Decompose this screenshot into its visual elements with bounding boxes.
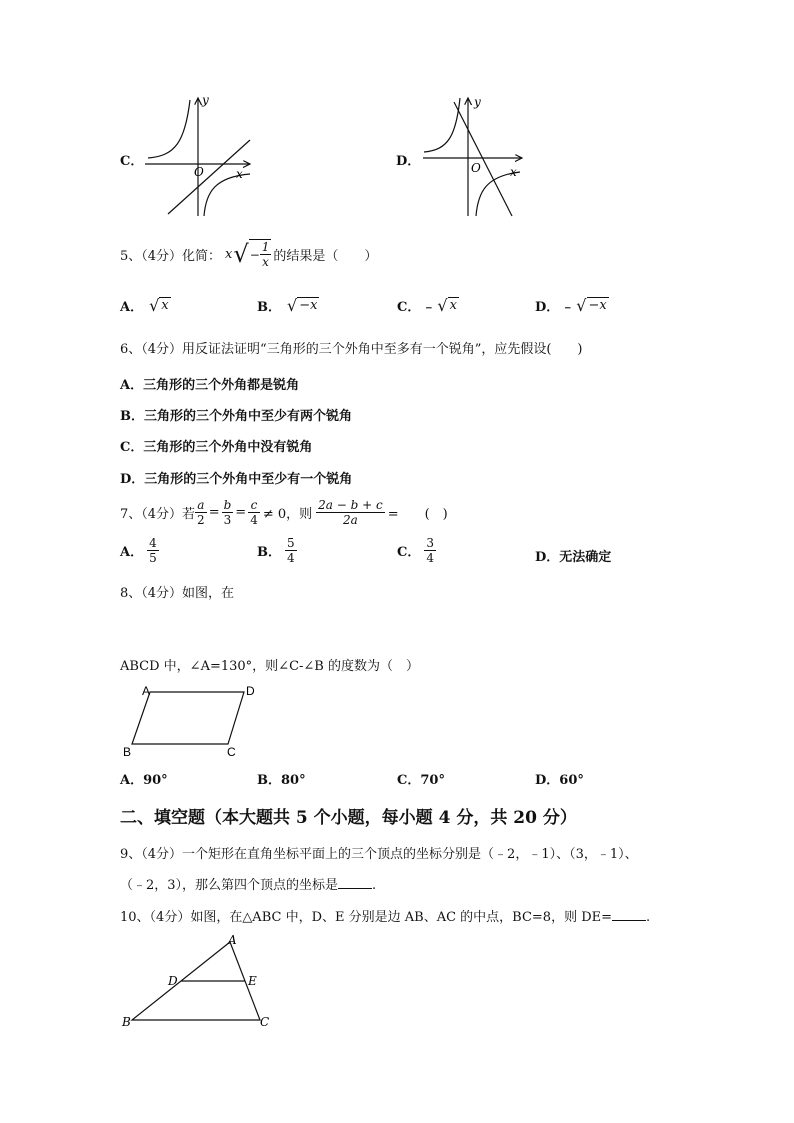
q4-option-c-label: C． <box>120 154 144 169</box>
y-axis-label: y <box>474 95 481 109</box>
q8-parallelogram-figure <box>118 682 268 762</box>
radical-sign-icon: √ <box>149 295 160 315</box>
q8-stem-line1: 8、（4分）如图，在 <box>120 586 235 601</box>
q5-option-b: B． √ −x <box>257 295 318 315</box>
q7-fraction-a: $\frac{a}{2}$ <box>197 497 205 527</box>
origin-label: O <box>471 161 481 175</box>
vertex-label-a: A <box>142 684 151 698</box>
radical-sign-icon: √ <box>287 295 298 315</box>
q6-option-b: B．三角形的三个外角中至少有两个锐角 <box>120 409 352 424</box>
q6-option-a: A．三角形的三个外角都是锐角 <box>120 378 300 393</box>
hyperbola-branch-left <box>424 98 460 152</box>
vertex-label-a: A <box>228 933 237 947</box>
q6-option-c: C．三角形的三个外角中没有锐角 <box>120 440 313 455</box>
vertex-label-c: C <box>260 1015 270 1029</box>
q8-stem-line2: ABCD 中，∠A=130°，则∠C-∠B 的度数为（ ） <box>120 659 419 674</box>
x-axis-label: x <box>236 167 243 181</box>
q5-suffix: 的结果是（ ） <box>273 248 378 264</box>
q8-option-c: C．70° <box>397 773 445 788</box>
q7-stem: 7、（4分）若 $\frac{a}{2}$ = $\frac{b}{3}$ = $\frac{c}{4}$ ≠ 0，则 $\frac{2a - b + c}{2a}$ = ( ) <box>120 497 448 527</box>
point-label-d: D <box>168 974 178 988</box>
q7-fraction-c: $\frac{c}{4}$ <box>250 497 258 527</box>
hyperbola-branch-right <box>204 174 250 216</box>
q5-prefix: 5、（4分）化简： <box>120 248 222 264</box>
q7-option-c: C． $\frac{3}{4}$ <box>397 536 434 565</box>
q7-fraction-expression: $\frac{2a - b + c}{2a}$ <box>318 497 383 527</box>
q8-option-b: B．80° <box>257 773 306 788</box>
q4-graph-d <box>418 92 538 222</box>
radical-sign-icon: √ <box>576 295 587 315</box>
hyperbola-branch-left <box>148 100 190 158</box>
parallelogram-abcd <box>132 692 244 744</box>
q4-graph-c <box>140 92 260 222</box>
q7-option-d: D．无法确定 <box>535 550 612 565</box>
q6-option-d: D．三角形的三个外角中至少有一个锐角 <box>120 472 353 487</box>
x-axis-label: x <box>510 165 517 179</box>
q8-option-a: A．90° <box>120 773 168 788</box>
answer-blank <box>612 909 646 921</box>
radical-sign-icon: √ <box>233 240 249 268</box>
q9-line2: （﹣2，3），那么第四个顶点的坐标是 . <box>120 878 377 893</box>
q5-option-c: C． ﹣ √ x <box>397 295 457 315</box>
q7-option-b: B． $\frac{5}{4}$ <box>257 536 295 565</box>
q8-option-d: D．60° <box>535 773 584 788</box>
vertex-label-c: C <box>227 745 236 759</box>
y-axis-label: y <box>202 93 209 107</box>
point-label-e: E <box>248 974 257 988</box>
answer-blank <box>338 877 372 889</box>
q7-option-a: A． $\frac{4}{5}$ <box>120 536 157 565</box>
vertex-label-d: D <box>246 684 255 698</box>
q5-radicand: − $\frac{1}{x}$ <box>249 240 270 269</box>
q4-option-d-label: D． <box>396 154 421 169</box>
origin-label: O <box>194 165 204 179</box>
q9-line1: 9、（4分）一个矩形在直角坐标平面上的三个顶点的坐标分别是（﹣2，﹣1）、（3，﹣1）、 <box>120 847 638 862</box>
q5-fraction: $\frac{1}{x}$ <box>261 240 270 269</box>
vertex-label-b: B <box>123 745 132 759</box>
q5-stem <box>120 236 377 272</box>
vertex-label-b: B <box>122 1015 131 1029</box>
radical-sign-icon: √ <box>437 295 448 315</box>
q10-stem: 10、（4分）如图，在△ABC 中，D、E 分别是边 AB、AC 的中点，BC=8，则 DE= . <box>120 910 651 925</box>
q6-stem: 6、（4分）用反证法证明“三角形的三个外角中至多有一个锐角”，应先假设( ) <box>120 342 583 357</box>
line-graph <box>454 102 512 216</box>
section-2-title: 二、填空题（本大题共 5 个小题，每小题 4 分，共 20 分） <box>120 808 577 828</box>
q5-expr-x: x <box>225 246 233 262</box>
q5-option-d: D． ﹣ √ −x <box>535 295 607 315</box>
q10-triangle-figure <box>118 932 278 1032</box>
q7-fraction-b: $\frac{b}{3}$ <box>223 497 232 527</box>
q5-option-a: A． √ x <box>120 295 169 315</box>
